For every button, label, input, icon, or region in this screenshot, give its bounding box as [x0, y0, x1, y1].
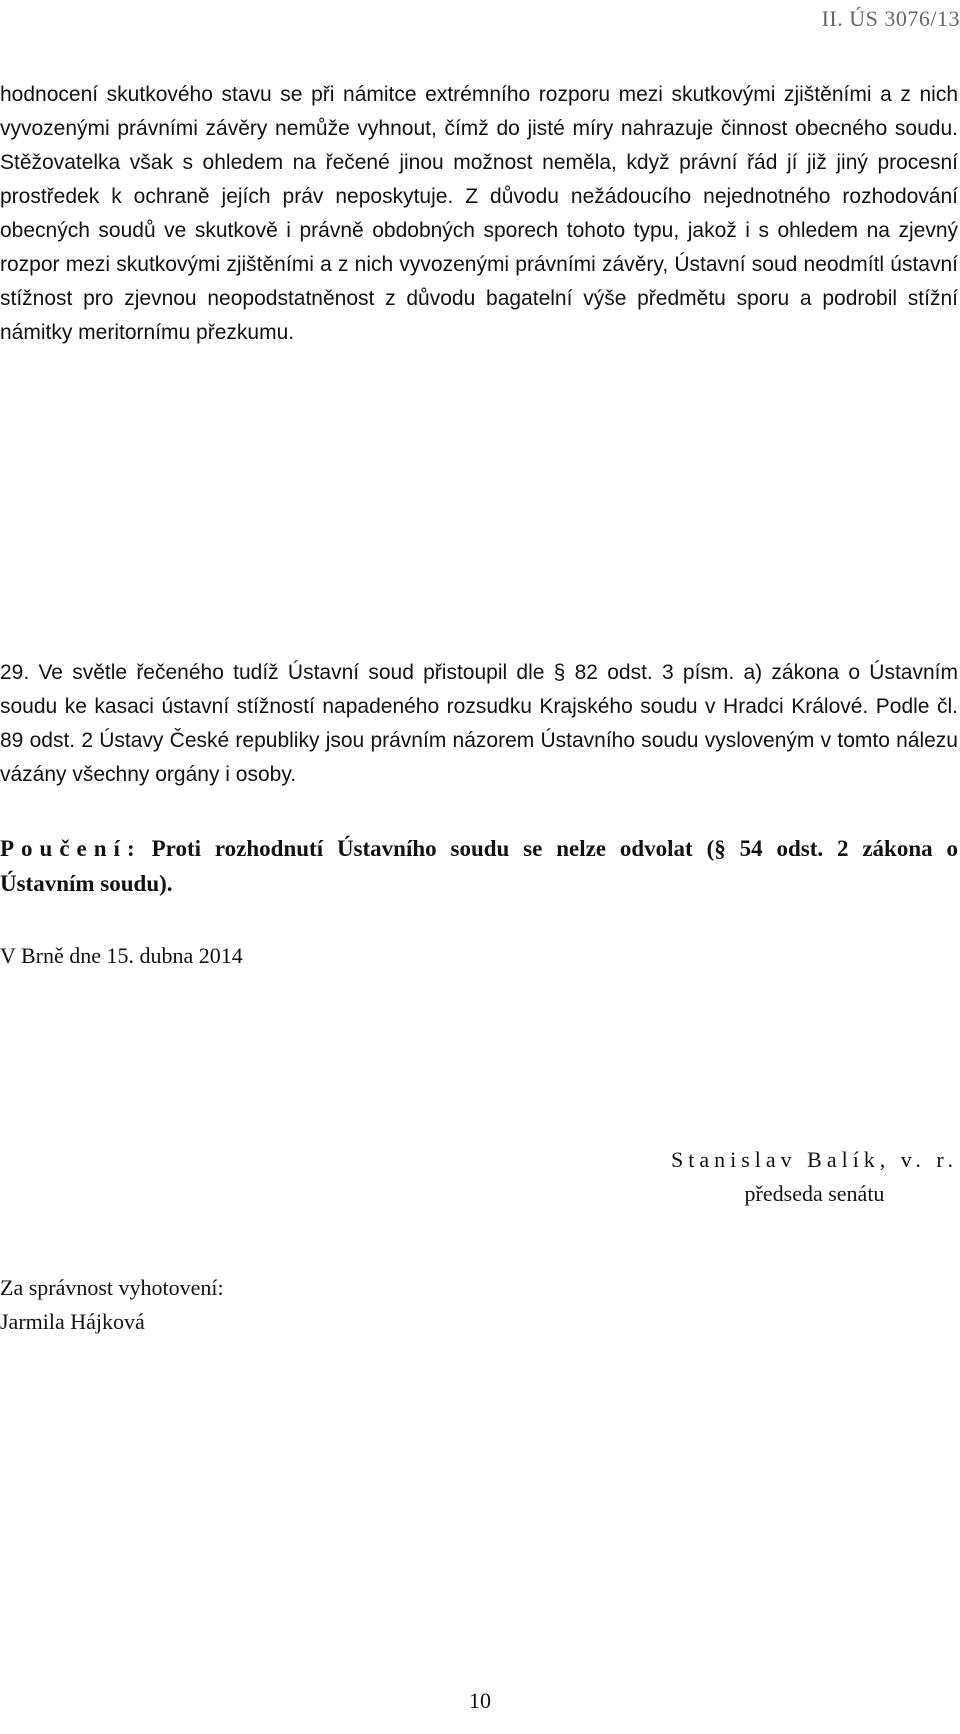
certification-label: Za správnost vyhotovení:	[0, 1275, 224, 1300]
signatory-role: předseda senátu	[744, 1181, 885, 1206]
certification-block	[0, 1271, 224, 1339]
date-line: V Brně dne 15. dubna 2014	[0, 943, 243, 968]
signature-block	[671, 1143, 958, 1211]
instruction-block	[0, 831, 958, 901]
certification-name: Jarmila Hájková	[0, 1309, 145, 1334]
signatory-name: Stanislav Balík, v. r.	[670, 1147, 958, 1172]
page-number: 10	[469, 1688, 491, 1713]
case-reference: II. ÚS 3076/13	[821, 6, 960, 31]
instruction-text: Proti rozhodnutí Ústavního soudu se nelze odvolat (§ 54 odst. 2 zákona o Ústavním soudu).	[0, 836, 958, 896]
paragraph-29: 29. Ve světle řečeného tudíž Ústavní soud přistoupil dle § 82 odst. 3 písm. a) zákona o Ústavním soudu ke kasaci ústavní stížností napadeného rozsudku Krajského soudu v Hradci Králové. Podle čl. 89 odst. 2 Ústavy České republiky jsou právním názorem Ústavního soudu vysloveným v tomto nálezu vázány všechny orgány i osoby.	[0, 661, 958, 786]
paragraph-continuation: hodnocení skutkového stavu se při námitce extrémního rozporu mezi skutkovými zjištěními a z nich vyvozenými právními závěry nemůže vyhnout, čímž do jisté míry nahrazuje činnost obecného soudu. Stěžovatelka však s ohledem na řečené jinou možnost neměla, když právní řád jí již jiný procesní prostředek k ochraně jejích práv neposkytuje. Z důvodu nežádoucího nejednotného rozhodování obecných soudů ve skutkově i právně obdobných sporech tohoto typu, jakož i s ohledem na zjevný rozpor mezi skutkovými zjištěními a z nich vyvozenými právními závěry, Ústavní soud neodmítl ústavní stížnost pro zjevnou neopodstatněnost z důvodu bagatelní výše předmětu sporu a podrobil stížní námitky meritornímu přezkumu.	[0, 83, 958, 344]
instruction-label: Poučení:	[0, 836, 142, 861]
